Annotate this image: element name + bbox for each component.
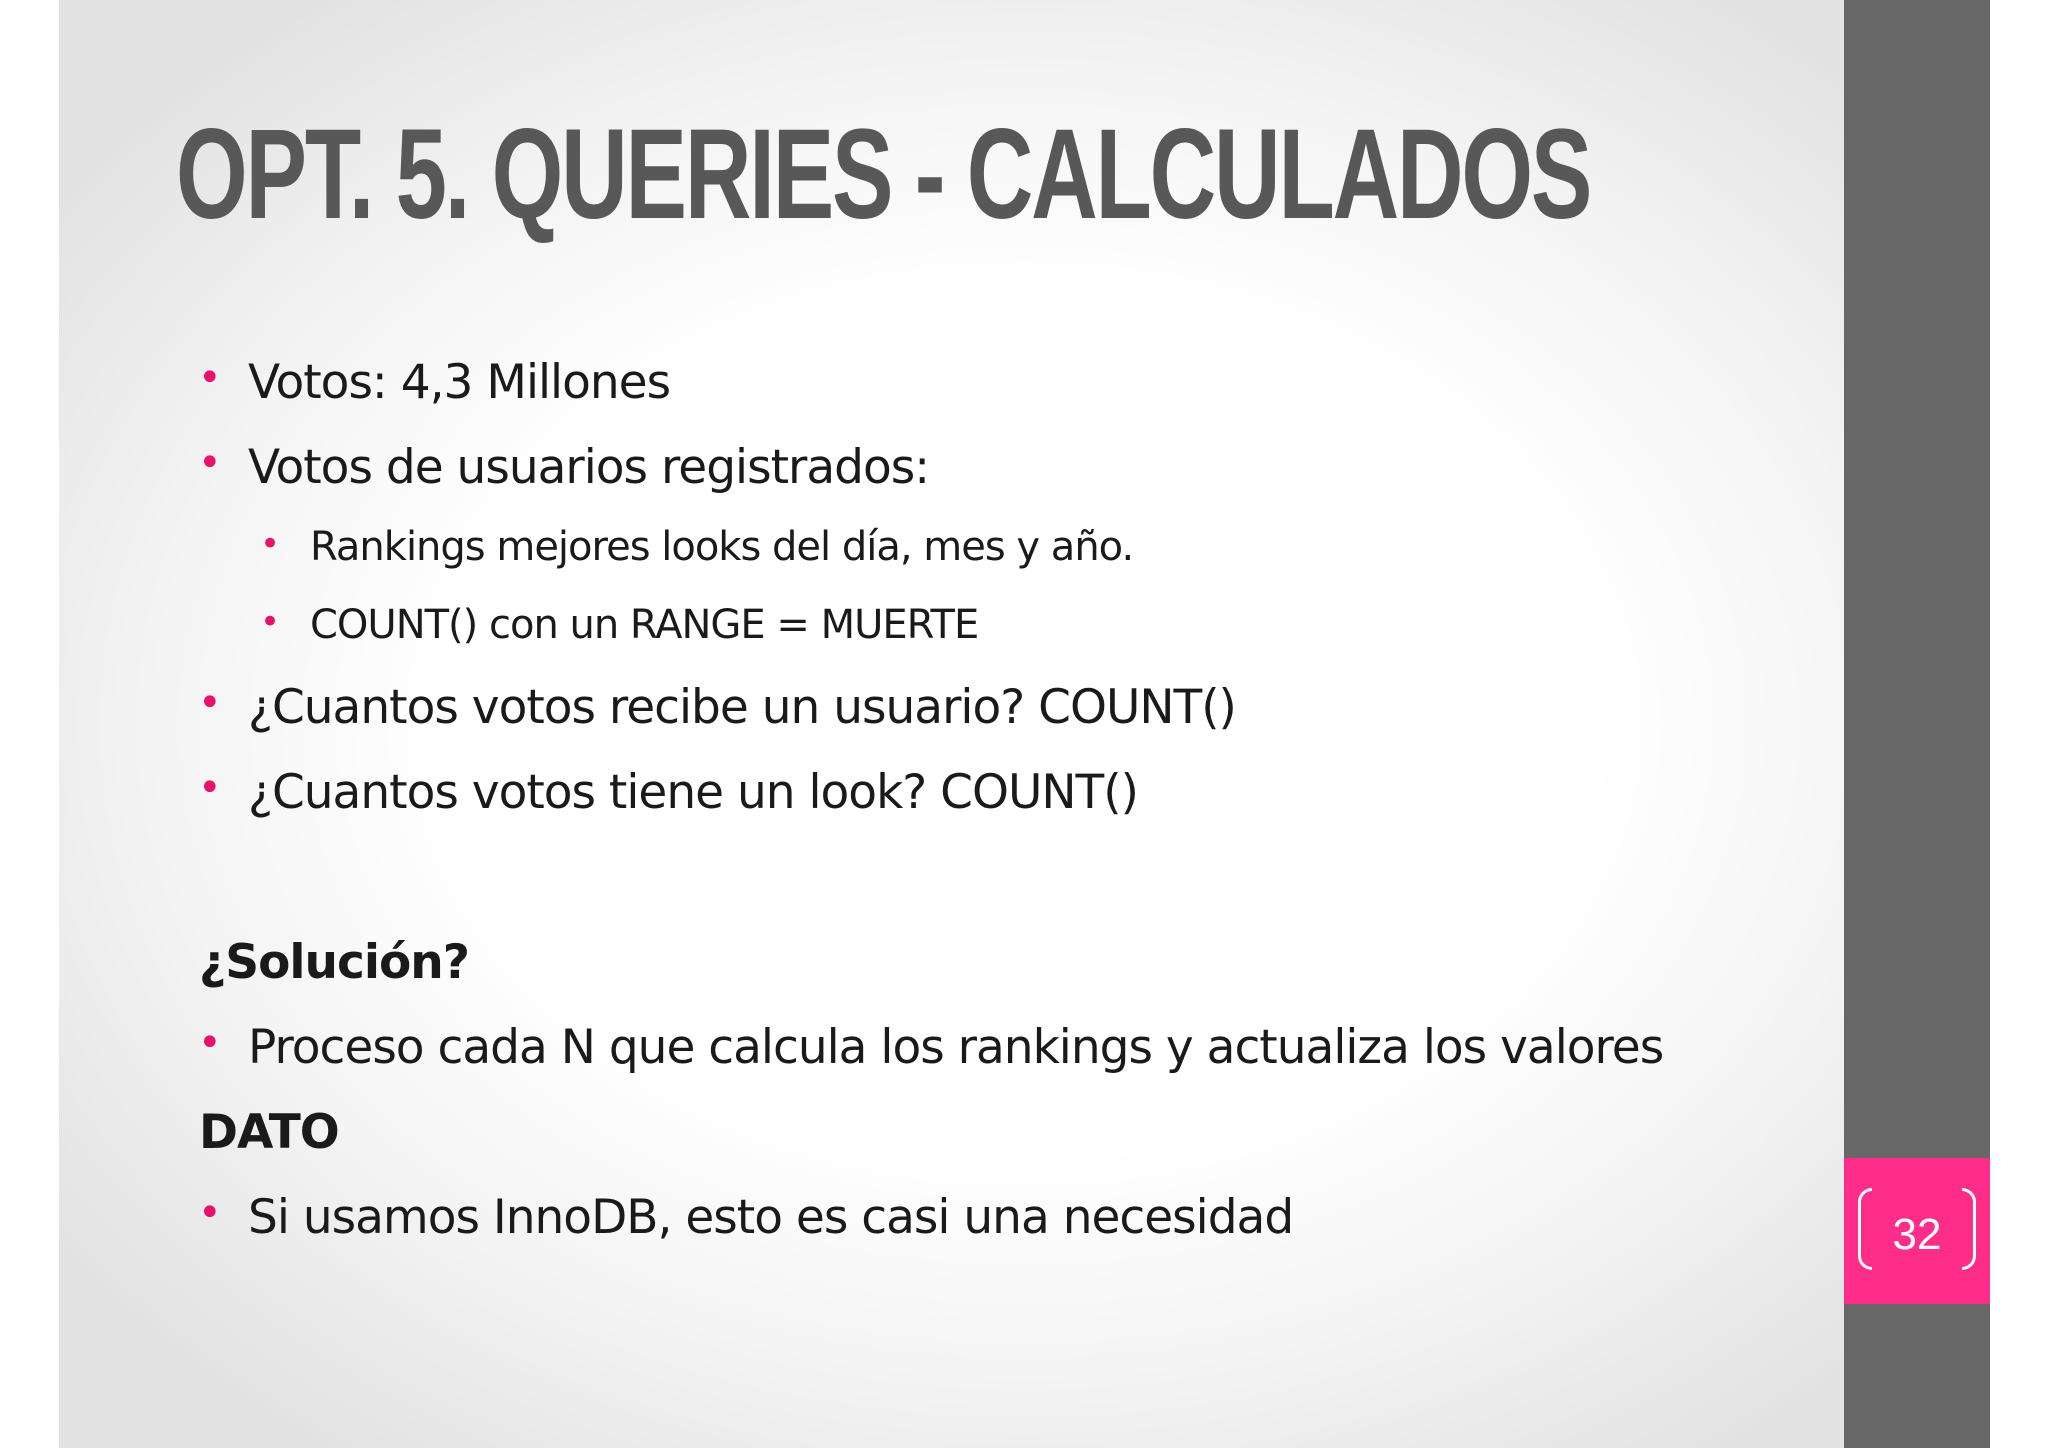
bullet-icon: • [260, 524, 280, 564]
bullet-text: Votos: 4,3 Millones [248, 355, 671, 410]
bullet-text: ¿Cuantos votos tiene un look? COUNT() [248, 765, 1138, 820]
slide-title: OPT. 5. QUERIES - CALCULADOS [176, 103, 1591, 246]
bullet-text: Votos de usuarios registrados: [248, 440, 930, 495]
sub-bullet-text: Rankings mejores looks del día, mes y año. [310, 524, 1134, 570]
bullet-icon: • [260, 602, 280, 642]
page-number: 32 [1892, 1210, 1942, 1259]
bullet-text: Si usamos InnoDB, esto es casi una necesidad [248, 1190, 1294, 1245]
dato-heading: DATO [199, 1105, 339, 1160]
bullet-icon: • [198, 1020, 221, 1066]
bullet-icon: • [198, 355, 221, 401]
bullet-text: ¿Cuantos votos recibe un usuario? COUNT() [248, 680, 1236, 735]
bullet-icon: • [198, 440, 221, 486]
bullet-icon: • [198, 1190, 221, 1236]
bullet-text: Proceso cada N que calcula los rankings y actualiza los valores [248, 1020, 1664, 1075]
solution-heading: ¿Solución? [199, 935, 469, 990]
bullet-icon: • [198, 765, 221, 811]
bullet-icon: • [198, 680, 221, 726]
sub-bullet-text: COUNT() con un RANGE = MUERTE [310, 602, 979, 648]
